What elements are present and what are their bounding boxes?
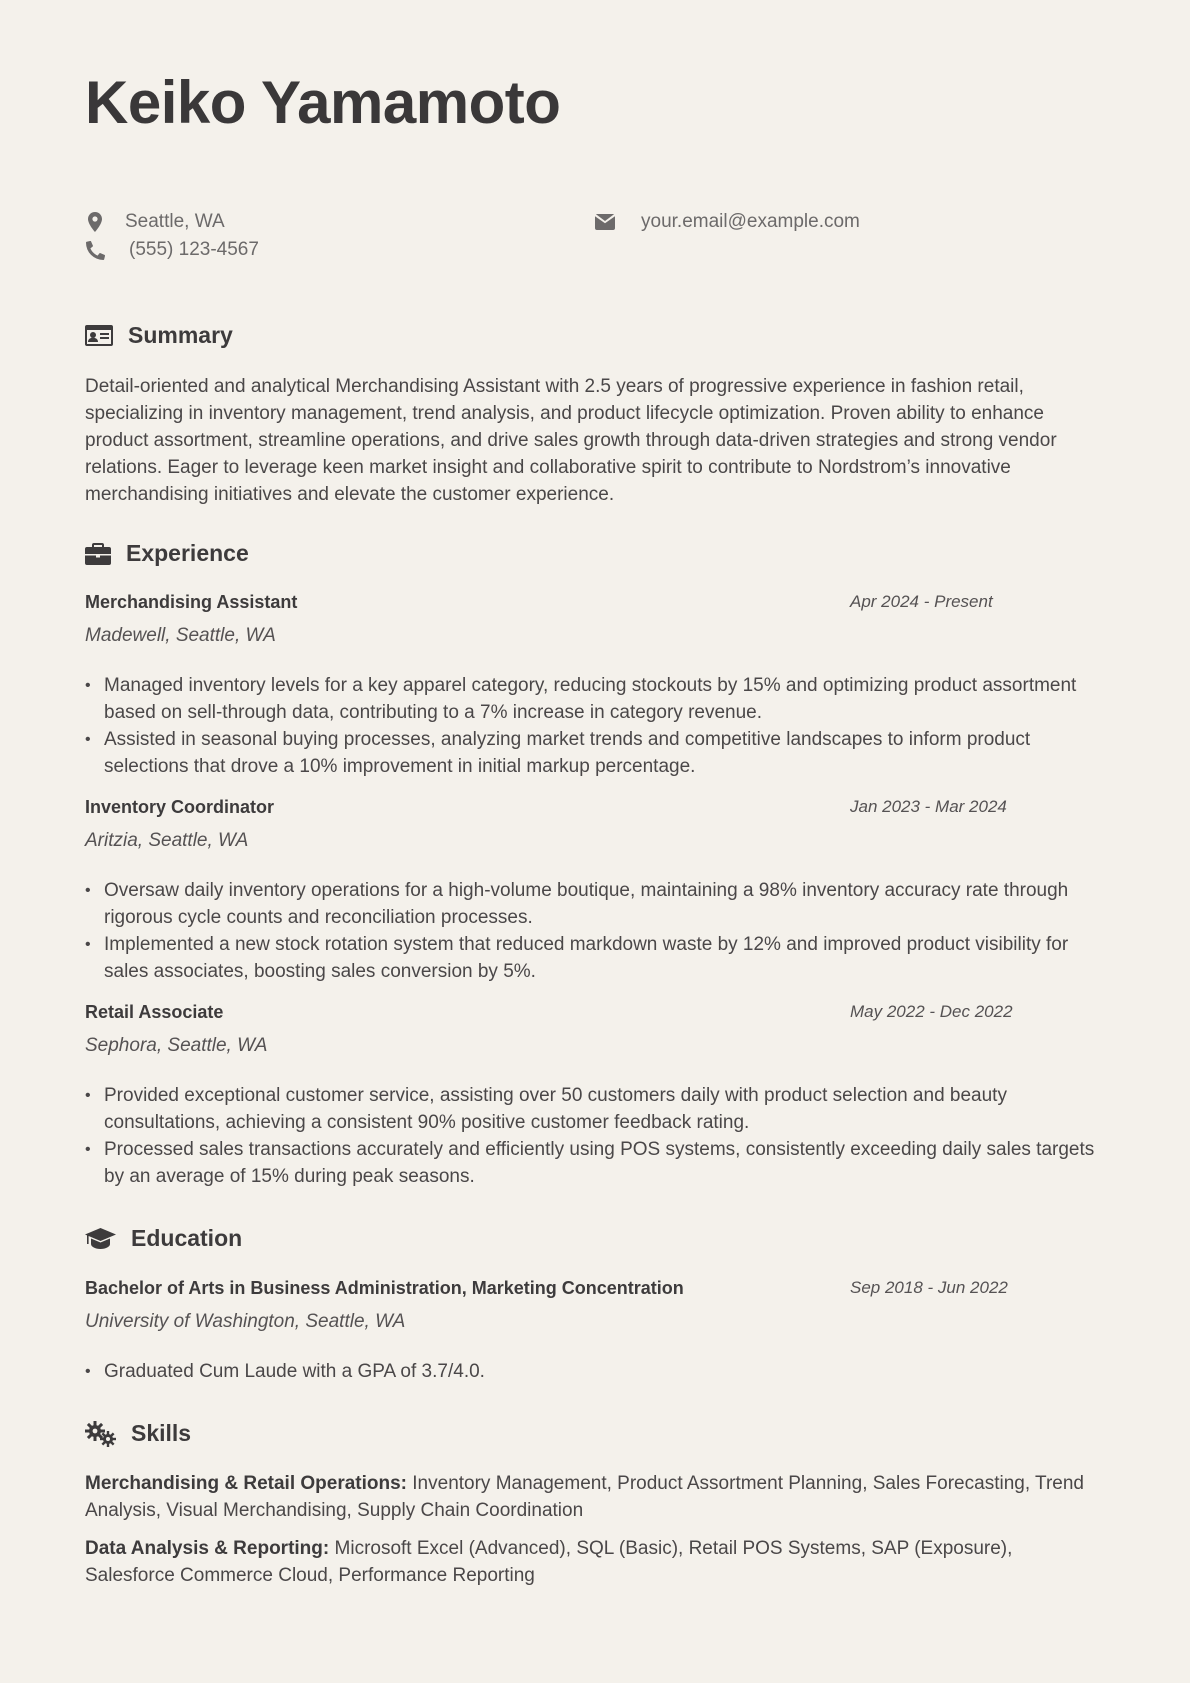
list-item: • Provided exceptional customer service, assisting over 50 customers daily with product selection and beauty consultations, achieving a consistent 90% positive customer feedback rating. (85, 1082, 1105, 1136)
job-bullets (85, 1082, 1105, 1190)
list-item: • Oversaw daily inventory operations for a high-volume boutique, maintaining a 98% inventory accuracy rate through rigorous cycle counts and reconciliation processes. (85, 877, 1105, 931)
contact-phone (85, 239, 259, 261)
school-name: University of Washington, Seattle, WA (85, 1311, 406, 1332)
education-dates: Sep 2018 - Jun 2022 (850, 1278, 1008, 1297)
location-text: Seattle, WA (125, 211, 225, 232)
skill-group-label: Data Analysis & Reporting: (85, 1538, 330, 1559)
job-title: Retail Associate (85, 1002, 224, 1022)
envelope-icon (595, 212, 615, 232)
skill-group-items: Microsoft Excel (Advanced), SQL (Basic), Retail POS Systems, SAP (Exposure), Salesforce Commerce Cloud, Performance Reporting (85, 1538, 1013, 1586)
education-heading (85, 1225, 242, 1252)
education-bullets (85, 1358, 1105, 1385)
candidate-name: Keiko Yamamoto (85, 69, 561, 136)
list-item: • Implemented a new stock rotation system that reduced markdown waste by 12% and improved product visibility for sales associates, boosting sales conversion by 5%. (85, 931, 1105, 985)
phone-icon (85, 240, 105, 260)
job-dates: Apr 2024 - Present (850, 592, 993, 611)
skill-group (85, 1535, 1105, 1589)
list-item: • Graduated Cum Laude with a GPA of 3.7/4.0. (85, 1358, 1105, 1385)
skill-group-label: Merchandising & Retail Operations: (85, 1473, 407, 1494)
job-company: Sephora, Seattle, WA (85, 1035, 268, 1056)
job-dates: May 2022 - Dec 2022 (850, 1002, 1013, 1021)
job-company: Madewell, Seattle, WA (85, 625, 276, 646)
id-card-icon (85, 323, 128, 349)
experience-heading (85, 540, 249, 567)
map-marker-icon (85, 212, 105, 232)
job-company: Aritzia, Seattle, WA (85, 830, 249, 851)
summary-title: Summary (128, 322, 233, 348)
experience-title: Experience (126, 540, 249, 566)
skills-title: Skills (131, 1420, 192, 1446)
contact-location (85, 211, 225, 233)
skills-heading (85, 1420, 191, 1447)
summary-heading (85, 322, 233, 349)
list-item: • Managed inventory levels for a key apparel category, reducing stockouts by 15% and optimizing product assortment based on sell-through data, contributing to a 7% increase in category revenue. (85, 672, 1105, 726)
summary-text: Detail-oriented and analytical Merchandising Assistant with 2.5 years of progressive experience in fashion retail, specializing in inventory management, trend analysis, and product lifecycle optimization. Proven ability to enhance product assortment, streamline operations, and drive sales growth through data-driven strategies and strong vendor relations. Eager to leverage keen market insight and collaborative spirit to contribute to Nordstrom’s innovative merchandising initiatives and elevate the customer experience. (85, 376, 1057, 505)
job-bullets (85, 672, 1105, 780)
email-link[interactable]: your.email@example.com (641, 211, 860, 232)
job-title: Inventory Coordinator (85, 797, 275, 817)
contact-email (595, 211, 860, 233)
job-bullets (85, 877, 1105, 985)
list-item: • Assisted in seasonal buying processes, analyzing market trends and competitive landscapes to inform product selections that drove a 10% improvement in initial markup percentage. (85, 726, 1105, 780)
education-title: Education (131, 1225, 243, 1251)
briefcase-icon (85, 541, 126, 567)
job-dates: Jan 2023 - Mar 2024 (850, 797, 1007, 816)
job-title: Merchandising Assistant (85, 592, 298, 612)
graduation-cap-icon (85, 1226, 131, 1252)
list-item: • Processed sales transactions accurately and efficiently using POS systems, consistently exceeding daily sales targets by an average of 15% during peak seasons. (85, 1136, 1105, 1190)
phone-text: (555) 123-4567 (129, 239, 259, 260)
skill-group (85, 1470, 1105, 1524)
gears-icon (85, 1421, 131, 1447)
skill-group-items: Inventory Management, Product Assortment Planning, Sales Forecasting, Trend Analysis, Visual Merchandising, Supply Chain Coordination (85, 1473, 1084, 1521)
degree-title: Bachelor of Arts in Business Administration, Marketing Concentration (85, 1278, 684, 1298)
